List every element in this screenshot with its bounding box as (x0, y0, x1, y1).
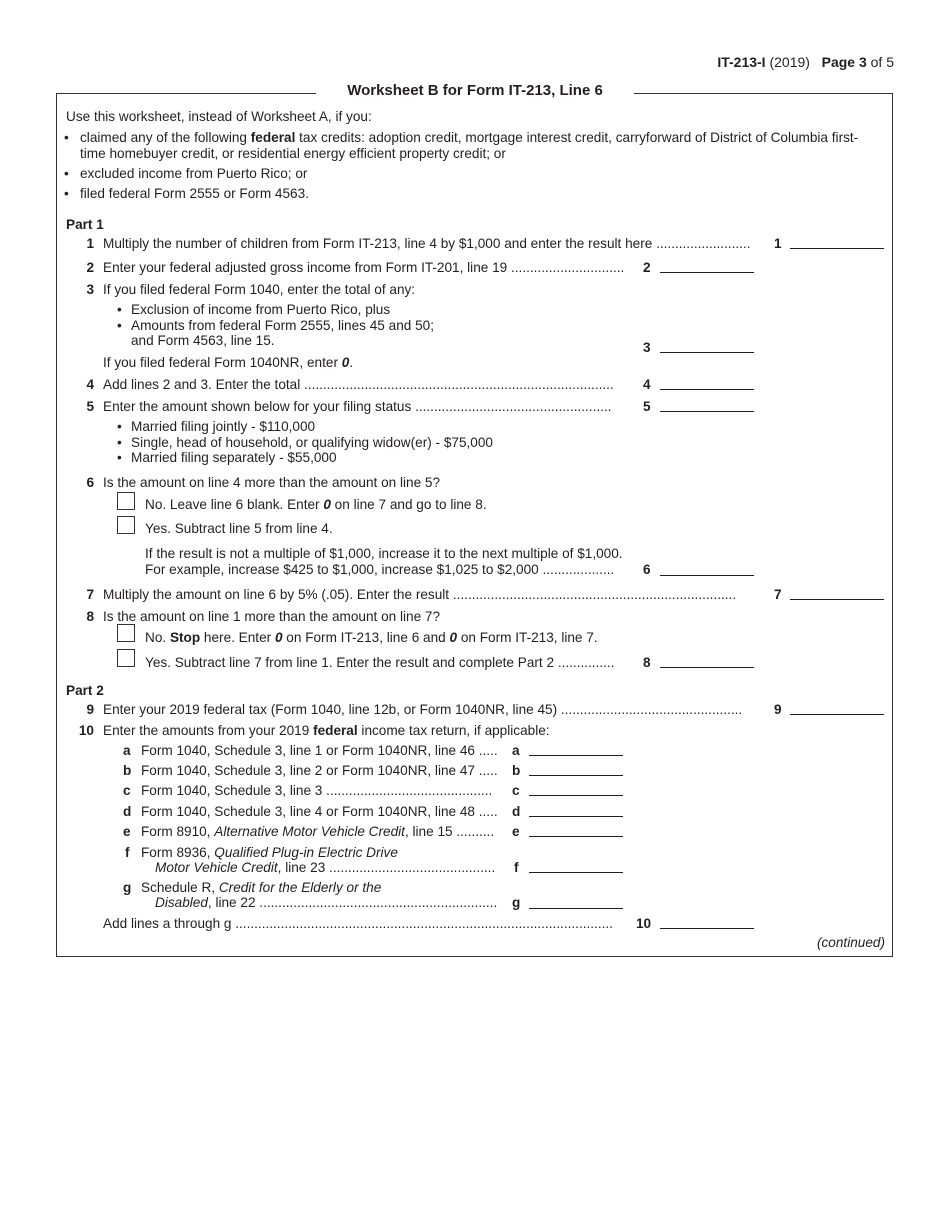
line1-box-label: 1 (774, 236, 782, 251)
line10a-text: Form 1040, Schedule 3, line 1 or Form 1040NR, line 46 ..... (141, 743, 498, 758)
line6-number: 6 (86, 475, 94, 490)
line9-input[interactable] (790, 714, 884, 715)
part1-heading: Part 1 (66, 217, 104, 232)
line1-input[interactable] (790, 248, 884, 249)
line10e-text: Form 8910, Alternative Motor Vehicle Credit, line 15 .......... (141, 824, 495, 839)
line10-intro: Enter the amounts from your 2019 federal income tax return, if applicable: (103, 723, 550, 738)
bullet-3: • (64, 186, 69, 201)
worksheet-title: Worksheet B for Form IT-213, Line 6 (316, 82, 634, 104)
line10c-box-label: c (512, 783, 520, 798)
line10c-input[interactable] (529, 795, 623, 796)
line7-text: Multiply the amount on line 6 by 5% (.05). Enter the result ........................................................................... (103, 587, 737, 602)
line9-number: 9 (86, 702, 94, 717)
form-year: (2019) (769, 54, 810, 70)
line8-yes-text: Yes. Subtract line 7 from line 1. Enter the result and complete Part 2 ............... (145, 655, 615, 670)
line10g-box-label: g (512, 895, 521, 910)
filing-status-single: Single, head of household, or qualifying widow(er) - $75,000 (131, 435, 493, 450)
line4-text: Add lines 2 and 3. Enter the total .................................................................................. (103, 377, 614, 392)
line6-yes-text: Yes. Subtract line 5 from line 4. (145, 521, 333, 536)
line10f-text-line2: Motor Vehicle Credit, line 23 ............................................ (155, 860, 496, 875)
line9-box-label: 9 (774, 702, 782, 717)
line3-text: If you filed federal Form 1040, enter the total of any: (103, 282, 416, 297)
line1-number: 1 (86, 236, 94, 251)
line2-number: 2 (86, 260, 94, 275)
line3-sub-2: Amounts from federal Form 2555, lines 45 and 50; (131, 318, 434, 333)
part2-heading: Part 2 (66, 683, 104, 698)
line8-yes-checkbox[interactable] (117, 649, 135, 667)
line5-box-label: 5 (643, 399, 651, 414)
line10g-label: g (123, 880, 132, 895)
line10d-box-label: d (512, 804, 521, 819)
line3-number: 3 (86, 282, 94, 297)
line7-number: 7 (86, 587, 94, 602)
line10-box-label: 10 (636, 916, 652, 931)
line10g-text-line2: Disabled, line 22 ............................................................... (155, 895, 498, 910)
line3-sub-bullet-1: • (117, 302, 122, 317)
line10-input[interactable] (660, 928, 754, 929)
line7-box-label: 7 (774, 587, 782, 602)
line3-sub-bullet-2: • (117, 318, 122, 333)
line6-no-checkbox[interactable] (117, 492, 135, 510)
line6-note-1: If the result is not a multiple of $1,000, increase it to the next multiple of $1,000. (145, 546, 623, 561)
filing-status-separate: Married filing separately - $55,000 (131, 450, 337, 465)
line10f-input[interactable] (529, 872, 623, 873)
line3-1040nr-note: If you filed federal Form 1040NR, enter 0. (103, 355, 354, 370)
filing-status-bullet-2: • (117, 435, 122, 450)
bullet-2: • (64, 166, 69, 181)
line10d-input[interactable] (529, 816, 623, 817)
filing-status-bullet-3: • (117, 450, 122, 465)
line10-total-text: Add lines a through g .................................................................................................... (103, 916, 613, 931)
line3-sub-3: and Form 4563, line 15. (131, 333, 275, 348)
page-header (717, 54, 894, 70)
intro-text: Use this worksheet, instead of Worksheet A, if you: (66, 109, 372, 124)
line8-number: 8 (86, 609, 94, 624)
line10a-box-label: a (512, 743, 520, 758)
line10c-text: Form 1040, Schedule 3, line 3 ............................................ (141, 783, 493, 798)
line8-input[interactable] (660, 667, 754, 668)
line10d-text: Form 1040, Schedule 3, line 4 or Form 1040NR, line 48 ..... (141, 804, 498, 819)
bullet-2-text: excluded income from Puerto Rico; or (80, 166, 308, 181)
line2-text: Enter your federal adjusted gross income from Form IT-201, line 19 .............................. (103, 260, 625, 275)
line10-number: 10 (78, 723, 94, 738)
line3-sub-1: Exclusion of income from Puerto Rico, plus (131, 302, 391, 317)
line5-number: 5 (86, 399, 94, 414)
line6-box-label: 6 (643, 562, 651, 577)
bullet-1-text: claimed any of the following federal tax credits: adoption credit, mortgage interest credit, carryforward of District of Columbia first- (80, 130, 859, 145)
line10f-box-label: f (514, 860, 519, 875)
page-number: Page 3 (821, 54, 867, 70)
line9-text: Enter your 2019 federal tax (Form 1040, line 12b, or Form 1040NR, line 45) ................................................ (103, 702, 743, 717)
line2-input[interactable] (660, 272, 754, 273)
line10g-text: Schedule R, Credit for the Elderly or the (141, 880, 382, 895)
filing-status-joint: Married filing jointly - $110,000 (131, 419, 316, 434)
page-of: of 5 (870, 54, 894, 70)
line6-no-text: No. Leave line 6 blank. Enter 0 on line 7 and go to line 8. (145, 497, 487, 512)
line1-text: Multiply the number of children from Form IT-213, line 4 by $1,000 and enter the result here ......................... (103, 236, 751, 251)
line10f-text: Form 8936, Qualified Plug-in Electric Drive (141, 845, 398, 860)
form-id: IT-213-I (717, 54, 766, 70)
line4-number: 4 (86, 377, 94, 392)
line10b-box-label: b (512, 763, 521, 778)
continued-note: (continued) (816, 935, 885, 950)
line10g-input[interactable] (529, 908, 623, 909)
line8-question: Is the amount on line 1 more than the amount on line 7? (103, 609, 441, 624)
line10e-box-label: e (512, 824, 520, 839)
bullet-3-text: filed federal Form 2555 or Form 4563. (80, 186, 309, 201)
line6-input[interactable] (660, 575, 754, 576)
filing-status-bullet-1: • (117, 419, 122, 434)
line4-box-label: 4 (643, 377, 651, 392)
line8-no-checkbox[interactable] (117, 624, 135, 642)
line10d-label: d (123, 804, 132, 819)
line8-no-text: No. Stop here. Enter 0 on Form IT-213, line 6 and 0 on Form IT-213, line 7. (145, 630, 598, 645)
line6-yes-checkbox[interactable] (117, 516, 135, 534)
line10c-label: c (123, 783, 131, 798)
line6-note-2: For example, increase $425 to $1,000, increase $1,025 to $2,000 ................... (145, 562, 615, 577)
bullet-1: • (64, 130, 69, 145)
line10b-label: b (123, 763, 132, 778)
line3-input[interactable] (660, 352, 754, 353)
line7-input[interactable] (790, 599, 884, 600)
line3-box-label: 3 (643, 340, 651, 355)
line5-input[interactable] (660, 411, 754, 412)
line10e-input[interactable] (529, 836, 623, 837)
line10a-input[interactable] (529, 755, 623, 756)
line10a-label: a (123, 743, 131, 758)
line2-box-label: 2 (643, 260, 651, 275)
line4-input[interactable] (660, 389, 754, 390)
line5-text: Enter the amount shown below for your filing status .................................................... (103, 399, 612, 414)
line6-question: Is the amount on line 4 more than the amount on line 5? (103, 475, 441, 490)
bullet-1-text-line2: time homebuyer credit, or residential energy efficient property credit; or (80, 146, 506, 161)
line10b-input[interactable] (529, 775, 623, 776)
line10b-text: Form 1040, Schedule 3, line 2 or Form 1040NR, line 47 ..... (141, 763, 498, 778)
line10f-label: f (125, 845, 130, 860)
line10e-label: e (123, 824, 131, 839)
line8-box-label: 8 (643, 655, 651, 670)
